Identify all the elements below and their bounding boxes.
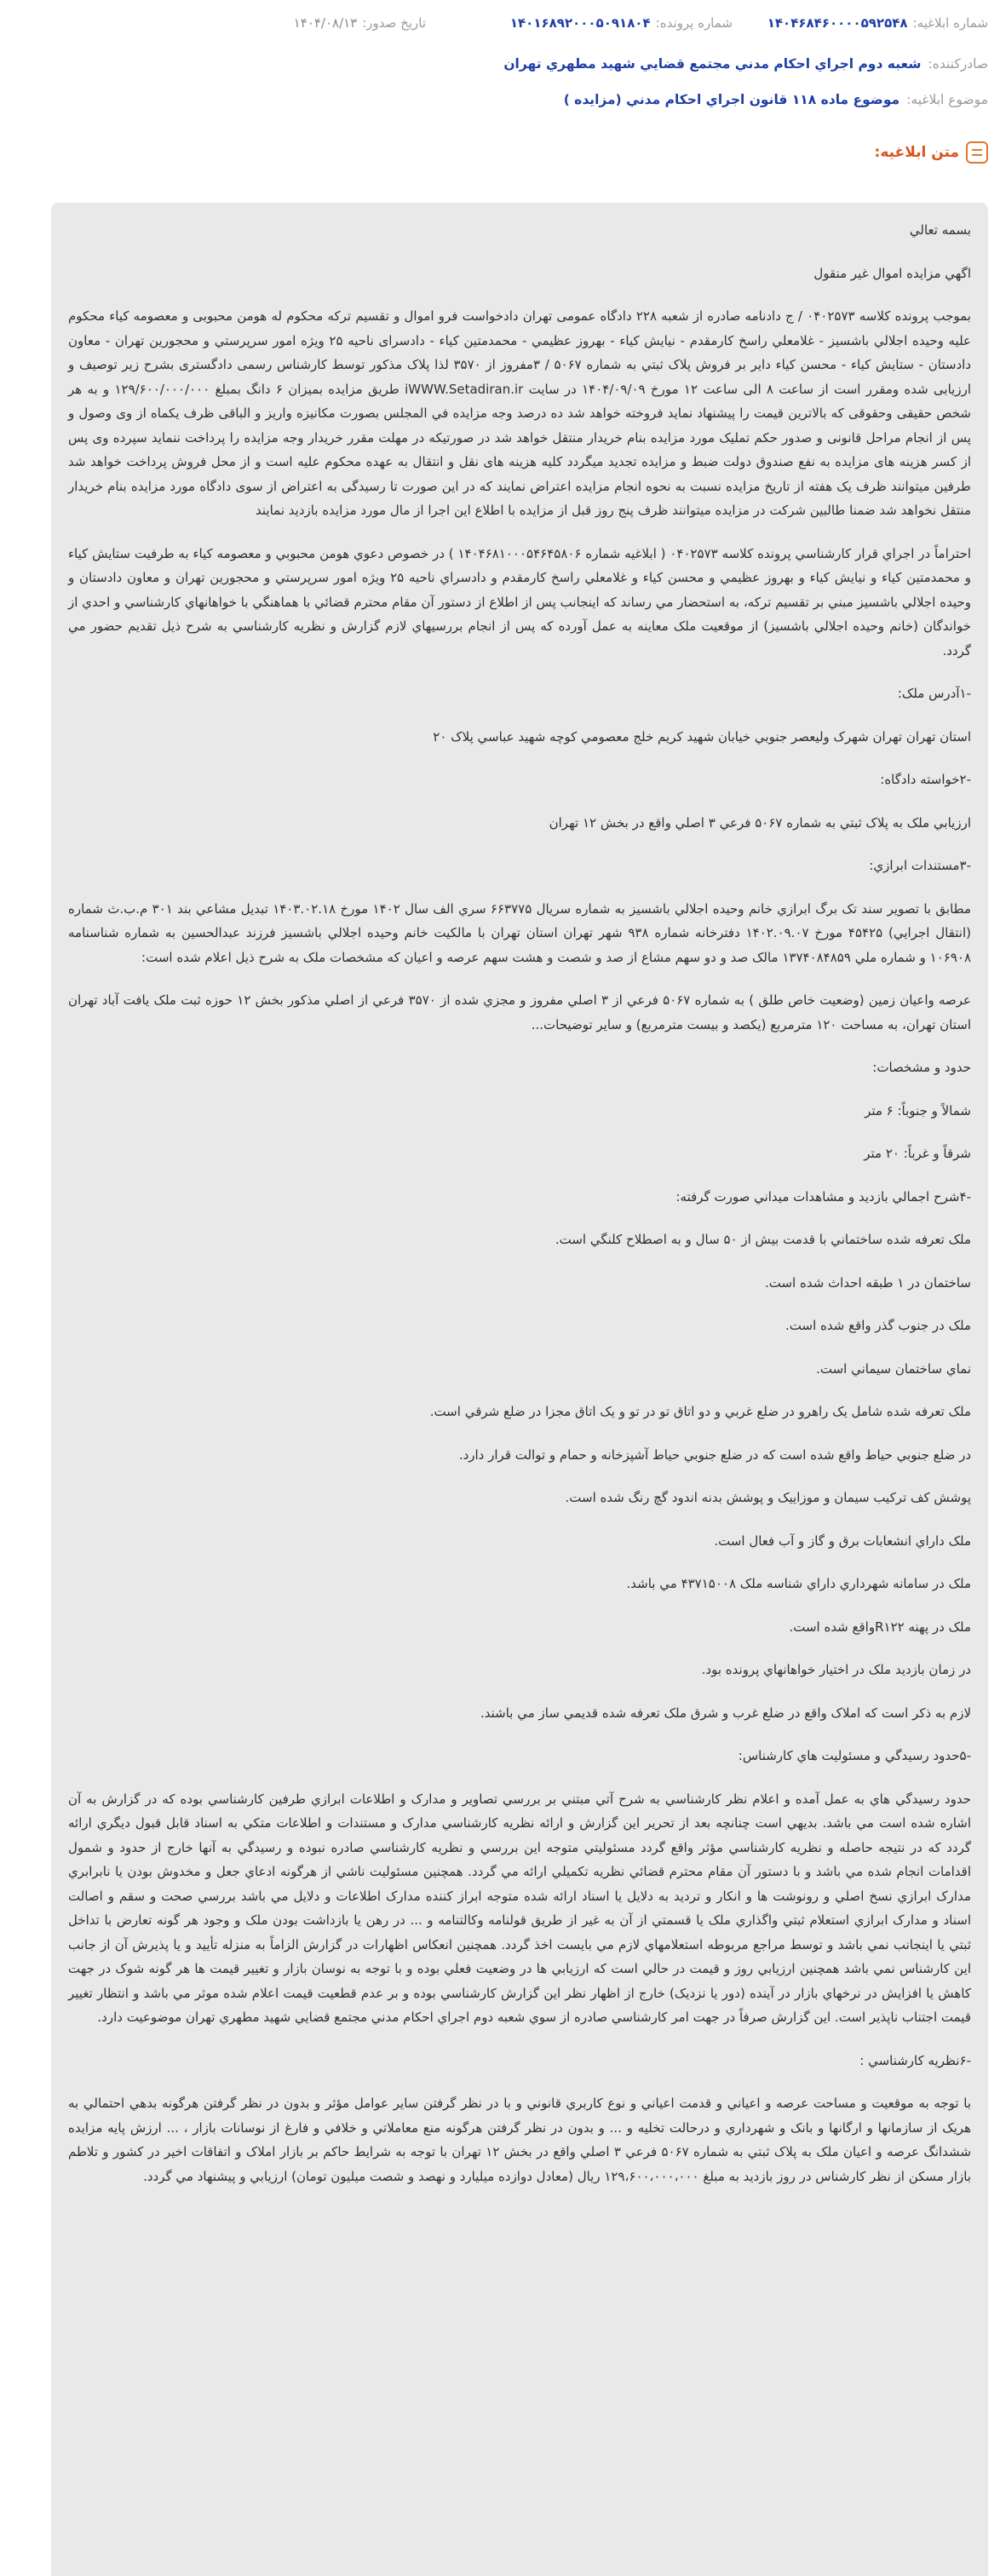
subject-value: موضوع ماده ۱۱۸ قانون اجراي احکام مدني (مزايده ) (563, 92, 900, 107)
notice-number (733, 15, 988, 31)
notice-meta-row (0, 0, 1000, 46)
body-paragraph: با توجه به موقعیت و مساحت عرصه و اعیاني و قدمت اعیاني و نوع کاربري قانوني و با در نظر گرفتن سایر عوامل مؤثر و بدون در نظر گرفتن هرگونه بدهي احتمالي به هریک از سازمانها و ارگانها و بانک و شهرداري و درحالت تخلیه و ... و بدون در نظر گرفتن هرگونه منع معاملاتي و خلافي و فارغ از نوسانات بازار ، ... ارزش پایه مزایده ششدانگ عرصه و اعیان ملک به پلاک ثبتي به شماره ۵۰۶۷ فرعي ۳ اصلي واقع در بخش ۱۲ تهران با توجه به شرایط حاکم بر بازار املاک و اتفاقات اخیر در کشور و تلاطم بازار مسکن از نظر کارشناس در روز بازدید به مبلغ ۱۲۹،۶۰۰،۰۰۰،۰۰۰ ریال (معادل دوازده میلیارد و نهصد و شصت میلیون تومان) ارزیابي و پیشنهاد مي گردد. (68, 2096, 972, 2184)
body-paragraph: ملک در سامانه شهرداري داراي شناسه ملک ۴۳۷۱۵۰۰۸ مي باشد. (626, 1576, 971, 1591)
file-number-label: شماره پرونده: (655, 15, 733, 31)
body-paragraph: مطابق با تصویر سند تک برگ ابرازي خانم وحیده اجلالي باشسیز به شماره سریال ۶۶۳۷۷۵ سري الف سال ۱۴۰۲ مورخ ۱۴۰۳.۰۲.۱۸ تبدیل مشاعي بند ۳۰۱ م.ب.ث شماره (انتقال اجرایي) ۴۵۴۲۵ مورخ ۱۴۰۲.۰۹.۰۷ دفترخانه شماره ۹۳۸ شهر تهران استان تهران با مالکیت خانم وحیده اجلالي باشسیز فرزند عبدالحسین به شماره شناسنامه ۱۰۶۹۰۸ و شماره ملي ۱۳۷۴۰۸۴۸۵۹ مالک صد و دو سهم مشاع از صد و شصت و هشت سهم عرصه و اعیان که مشخصات ملک به شرح ذیل اعلام شده است: (68, 900, 972, 965)
body-paragraph: ساختمان در ۱ طبقه احداث شده است. (764, 1274, 971, 1291)
body-paragraph: ملک در جنوب گذر واقع شده است. (785, 1318, 971, 1333)
body-paragraph: لازم به ذکر است که املاک واقع در ضلع غرب و شرق ملک تعرفه شده قدیمي ساز مي باشند. (480, 1705, 971, 1721)
body-paragraph: نماي ساختمان سیماني است. (816, 1360, 971, 1377)
body-paragraph: عرصه واعیان زمین (وضعیت خاص طلق ) به شماره ۵۰۶۷ فرعي از ۳ اصلي مفروز و مجزي شده از ۳۵۷۰ فرعي از اصلي مذکور بخش ۱۲ حوزه ثبت ملک یافت آباد تهران استان تهران، به مساحت ۱۲۰ مترمربع (یکصد و بیست مترمربع) و سایر توضیحات... (68, 992, 972, 1032)
subject-row (0, 82, 1000, 118)
notice-number-value: ۱۴۰۴۶۸۴۶۰۰۰۰۵۹۲۵۴۸ (767, 15, 908, 31)
body-paragraph: پوشش کف ترکیب سیمان و موزاییک و پوشش بدنه اندود گچ رنگ شده است. (565, 1490, 971, 1505)
body-paragraph: -۳مستندات ابرازي: (869, 858, 971, 873)
body-paragraph: در زمان بازدید ملک در اختیار خواهانهاي پرونده بود. (701, 1662, 971, 1677)
file-number-value: ۱۴۰۱۶۸۹۲۰۰۰۵۰۹۱۸۰۴ (509, 15, 651, 31)
body-paragraph: بسمه تعالي (909, 222, 971, 238)
body-paragraph: -۵حدود رسیدگي و مسئولیت هاي کارشناس: (738, 1748, 971, 1763)
body-paragraph: احتراماً در اجراي قرار کارشناسي پرونده کلاسه ۰۴۰۲۵۷۳ ( ابلاغیه شماره ۱۴۰۴۶۸۱۰۰۰۵۴۶۴۵۸۰۶ ) در خصوص دعوي هومن محبوبي و معصومه کیاء به طرفیت ستایش کیاء و محمدمتین کیاء و نیایش کیاء و بهروز عظیمي و محسن کیاء و غلامعلي راسخ کارمقدم و دادسراي ناحیه ۲۵ ویژه امور سرپرستي و محجورین تهران و معاون دادستان و وحیده اجلالي باشسیز مبني بر تقسیم ترکه، به استحضار مي رساند که اینجانب پس از اطلاع از دستور آن مقام محترم قضائي با هماهنگي با خواهانهاي کارشناسي و احدي از خواندگان (خانم وحیده اجلالي باشسیز) از موقعیت ملک معاینه به عمل آورده که پس از انجام بررسیهاي لازم گزارش و نظریه کارشناسي به شرح ذیل تقدیم حضور مي گردد. (68, 545, 972, 658)
body-paragraph: اگهي مزايده اموال غير منقول (813, 265, 971, 281)
issuer-label: صادرکننده: (928, 56, 988, 72)
issue-date-value: ۱۴۰۴/۰۸/۱۳ (293, 15, 358, 31)
notice-number-label: شماره ابلاغیه: (912, 15, 988, 31)
body-paragraph: ارزیابي ملک به پلاک ثبتي به شماره ۵۰۶۷ فرعي ۳ اصلي واقع در بخش ۱۲ تهران (549, 814, 971, 831)
body-paragraph: ملک در پهنه R۱۲۲واقع شده است. (789, 1619, 971, 1635)
body-paragraph: -۶نظریه کارشناسي : (859, 2052, 971, 2068)
body-paragraph: در ضلع جنوبي حیاط واقع شده است که در ضلع جنوبي حیاط آشپزخانه و حمام و توالت قرار دارد. (458, 1446, 971, 1463)
issue-date (294, 15, 426, 31)
subject-label: موضوع ابلاغیه: (906, 92, 988, 107)
body-paragraph: -۱آدرس ملک: (897, 686, 971, 701)
document-text-icon (966, 141, 988, 164)
body-paragraph: ملک تعرفه شده ساختماني با قدمت بیش از ۵۰ سال و به اصطلاح کلنگي است. (555, 1232, 971, 1247)
issuer-value: شعبه دوم اجراي احکام مدني مجتمع قضايي شهيد مطهري تهران (503, 56, 922, 72)
notice-text-header (0, 126, 1000, 179)
notice-text-title: متن ابلاغیه: (874, 144, 959, 161)
body-paragraph: -۴شرح اجمالي بازدید و مشاهدات میداني صورت گرفته: (675, 1188, 971, 1205)
body-paragraph: حدود رسیدگي هاي به عمل آمده و اعلام نظر کارشناسي به شرح آتي مبتني بر بررسي تصاویر و مدارک و اطلاعات ابرازي طرفین کارشناسي بوده که در گزارش به آن اشاره شده است مي باشد. بدیهي است چنانچه بعد از تحریر این گزارش و ارائه نظریه کارشناسي مدارک و مستندات و اطلاعات متکي به اسناد قابل قبول دیگري ارائه گردد که در نتیجه حاصله و نظریه کارشناسي مؤثر واقع گردد مسئولیتي متوجه این بررسي و نظریه کارشناسي صادره نبوده و رسیدگي به آنها خارج از حدود و شمول اقدامات انجام شده مي باشد و با دستور آن مقام محترم قضائي نظریه تکمیلي ارائه مي گردد. همچنین مسئولیت ناشي از هرگونه ادعاي جعل و مخدوش بودن یا نابرابري مدارک ابرازي نسخ اصلي و رونوشت ها و انکار و تردید به دلایل یا اسناد ارائه شده متوجه ابراز کننده مدارک اطلاعات و دلایل مي باشد بررسي صحت و سقم و اصالت اسناد و مدارک ابرازي استعلام ثبتي واگذاري ملک یا قسمتي از آن به غیر از طریق قولنامه وکالتنامه و ... در رهن یا بازداشت بودن ملک و وجود هر گونه تعارض با تداخل ثبتي یا اینجانب نمي باشد و توسط مراجع مربوطه استعلامهاي لازم مي بایست اخذ گردد. همچنین انعکاس اظهارات در گزارش الزاماً به منزله تأیید و یا پذیرش آن از جانب این کارشناس نمي باشد همچنین ارزیابي روز و قیمت در حالي است که ارزیابي ها در وضعیت فعلي بوده و با توجه به نوسان بازار و تغییر قیمت ها هر گونه شوک در جهت کاهش یا افزایش در نرخهاي بازار در آینده (دور یا نزدیک) خارج از اظهار نظر این گزارش کارشناسي بوده و بر عدم قطعیت قیمت اعلام شده موثر مي باشد و انتظار تغییر قیمت اجتناب ناپذیر است. این گزارش صرفاً در جهت امر کارشناسي صادره از سوي شعبه دوم اجراي احکام مدني مجتمع قضايي شهيد مطهري تهران موضوعیت دارد. (68, 1791, 971, 2025)
body-paragraph: شرقاً و غرباً: ۲۰ متر (864, 1146, 971, 1161)
body-paragraph: حدود و مشخصات: (872, 1060, 971, 1075)
body-paragraph: -۲خواسته دادگاه: (880, 772, 971, 787)
body-paragraph: ملک داراي انشعابات برق و گاز و آب فعال است. (714, 1532, 971, 1549)
issue-date-label: تاریخ صدور: (362, 15, 426, 31)
body-paragraph: ملک تعرفه شده شامل یک راهرو در ضلع غربي و دو اتاق تو در تو و یک اتاق مجزا در ضلع شرقي است. (429, 1404, 971, 1419)
body-paragraph: شمالاً و جنوباً: ۶ متر (865, 1102, 971, 1118)
body-paragraph: استان تهران تهران شهرک ولیعصر جنوبي خیابان شهید کریم خلج معصومي کوچه شهید عباسي پلاک ۲۰ (433, 728, 971, 745)
notice-body (51, 203, 988, 2576)
body-paragraph: بموجب پرونده کلاسه ۰۴۰۲۵۷۳ / ج دادنامه صادره از شعبه ۲۲۸ دادگاه عمومی تهران دادخواست فرو اموال و تقسيم ترکه محکوم له هومن محبوبی و معصومه کیاء محکوم علیه وحیده اجلالي باشسیز - غلامعلي راسخ کارمقدم - نیایش کیاء - بهروز عظیمي - محمدمتین کیاء - دادسرای ناحیه ۲۵ ویژه امور سرپرستي و محجورين تهران - معاون دادستان - ستایش کیاء - محسن کیاء داير بر فروش پلاک ثبتي به شماره ۵۰۶۷ / ۳مفروز از ۳۵۷۰ لذا پلاک مذکور توسط کارشناس رسمی دادگستری بشرح زیر توصیف و ارزیابی شده ومقرر است از ساعت ۸ الی ساعت ۱۲ مورخ ۱۴۰۴/۰۹/۰۹ در سایت iWWW.Setadiran.ir طریق مزایده بمیزان ۶ دانگ بمبلغ ۱۲۹/۶۰۰/۰۰۰/۰۰۰ و به هر شخص حقیقی وحقوقی که بالاترین قیمت را پیشنهاد نماید فروخته خواهد شد ده درصد وجه مزایده في المجلس بصورت مکانیزه واریز و الباقی ظرف یکماه از وی وصول و پس از انجام مراحل قانونی و صدور حکم تملیک مورد مزایده بنام خریدار منتقل خواهد شد در صورتیکه در مهلت مقرر خریدار وجه مزایده را پرداخت ننماید سپرده وی پس از کسر هزینه های مزایده به نفع صندوق دولت ضبط و مزایده تجدید میگردد کلیه هزینه های نقل و انتقال به عهده محکوم علیه است و از محل فروش پرداخت خواهد شد طرفین میتوانند ظرف یک هفته از تاریخ مزایده نسبت به نحوه انجام مزایده اعتراض نمایند که در این صورت تا رسیدگی به اعتراض از سوی دادگاه مورد مزایده بنام خریدار منتقل نخواهد شد ضمنا طالبین شرکت در مزایده میتوانند ظرف پنج روز قبل از مزایده با اطلاع این اجرا از مال مورد مزایده بازدید نمایند (68, 308, 971, 518)
file-number (426, 15, 733, 31)
issuer-row (0, 46, 1000, 82)
